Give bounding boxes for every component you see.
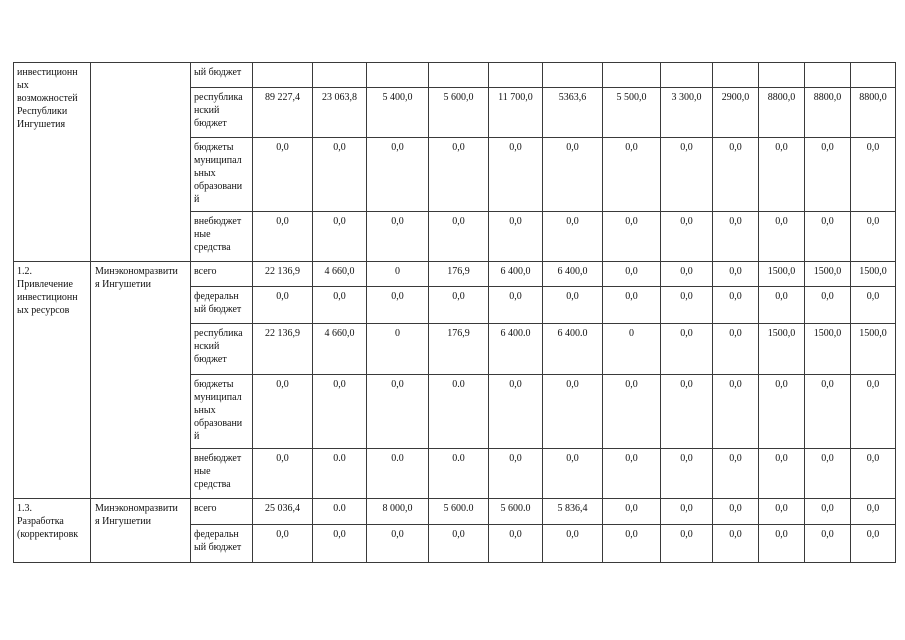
- value-cell: 8800,0: [759, 88, 805, 138]
- value-cell: 176,9: [429, 324, 489, 375]
- value-cell: 0,0: [759, 499, 805, 525]
- value-cell: [805, 63, 851, 88]
- value-cell: 0,0: [543, 449, 603, 499]
- value-cell: 0,0: [805, 499, 851, 525]
- value-cell: 0,0: [603, 138, 661, 212]
- value-cell: 0,0: [603, 525, 661, 563]
- value-cell: 0,0: [253, 449, 313, 499]
- value-cell: 0,0: [367, 212, 429, 262]
- value-cell: 0,0: [253, 287, 313, 324]
- value-cell: 0,0: [661, 138, 713, 212]
- value-cell: 23 063,8: [313, 88, 367, 138]
- item-name-cell: 1.3. Разработка (корректировк: [14, 499, 91, 563]
- responsible-cell: [91, 63, 191, 262]
- value-cell: 0,0: [429, 138, 489, 212]
- funding-source-cell: федеральн ый бюджет: [191, 287, 253, 324]
- value-cell: 0,0: [661, 499, 713, 525]
- value-cell: 0,0: [313, 375, 367, 449]
- value-cell: 0,0: [429, 525, 489, 563]
- value-cell: 0,0: [661, 262, 713, 287]
- value-cell: 8 000,0: [367, 499, 429, 525]
- value-cell: 0,0: [851, 212, 896, 262]
- value-cell: 5363,6: [543, 88, 603, 138]
- item-name-cell: 1.2. Привлечение инвестиционн ых ресурсов: [14, 262, 91, 499]
- value-cell: 0,0: [851, 138, 896, 212]
- funding-source-cell: бюджеты муниципал ьных образовани й: [191, 375, 253, 449]
- value-cell: 0,0: [489, 212, 543, 262]
- value-cell: 0,0: [313, 525, 367, 563]
- value-cell: 0.0: [313, 499, 367, 525]
- value-cell: 0,0: [805, 449, 851, 499]
- value-cell: 0,0: [543, 525, 603, 563]
- value-cell: 5 600.0: [489, 499, 543, 525]
- value-cell: [367, 63, 429, 88]
- value-cell: 0,0: [661, 449, 713, 499]
- value-cell: 0,0: [713, 449, 759, 499]
- value-cell: 0,0: [543, 138, 603, 212]
- value-cell: 0,0: [759, 138, 805, 212]
- value-cell: 0,0: [661, 525, 713, 563]
- value-cell: 0,0: [489, 287, 543, 324]
- value-cell: 8800,0: [851, 88, 896, 138]
- value-cell: 0,0: [313, 138, 367, 212]
- responsible-cell: Минэкономразвити я Ингушетии: [91, 262, 191, 499]
- budget-table: [13, 62, 896, 563]
- value-cell: 0,0: [805, 138, 851, 212]
- value-cell: 0,0: [429, 287, 489, 324]
- value-cell: 0: [367, 324, 429, 375]
- funding-source-cell: всего: [191, 499, 253, 525]
- value-cell: 0,0: [805, 375, 851, 449]
- value-cell: 0,0: [713, 525, 759, 563]
- value-cell: 0,0: [759, 212, 805, 262]
- value-cell: 0,0: [603, 449, 661, 499]
- value-cell: 0,0: [661, 287, 713, 324]
- value-cell: 25 036,4: [253, 499, 313, 525]
- value-cell: 0,0: [661, 375, 713, 449]
- value-cell: 5 500,0: [603, 88, 661, 138]
- value-cell: 0,0: [253, 525, 313, 563]
- value-cell: 0,0: [851, 499, 896, 525]
- value-cell: 1500,0: [851, 262, 896, 287]
- value-cell: 0,0: [543, 375, 603, 449]
- value-cell: 0,0: [367, 138, 429, 212]
- value-cell: 22 136,9: [253, 262, 313, 287]
- value-cell: 1500,0: [851, 324, 896, 375]
- value-cell: 0,0: [851, 525, 896, 563]
- value-cell: 0,0: [759, 287, 805, 324]
- value-cell: 0,0: [489, 138, 543, 212]
- value-cell: 0,0: [759, 375, 805, 449]
- item-name-cell: инвестиционн ых возможностей Республики Ингушетия: [14, 63, 91, 262]
- value-cell: [851, 63, 896, 88]
- responsible-cell: Минэкономразвити я Ингушетии: [91, 499, 191, 563]
- table-row: [14, 499, 896, 525]
- value-cell: 0.0: [313, 449, 367, 499]
- value-cell: 6 400.0: [543, 324, 603, 375]
- value-cell: 1500,0: [759, 324, 805, 375]
- funding-source-cell: республика нский бюджет: [191, 324, 253, 375]
- funding-source-cell: федеральн ый бюджет: [191, 525, 253, 563]
- table-row: [14, 262, 896, 287]
- value-cell: 0,0: [603, 212, 661, 262]
- value-cell: 4 660,0: [313, 262, 367, 287]
- funding-source-cell: внебюджет ные средства: [191, 449, 253, 499]
- value-cell: 0,0: [851, 449, 896, 499]
- value-cell: 22 136,9: [253, 324, 313, 375]
- value-cell: 0: [603, 324, 661, 375]
- value-cell: [313, 63, 367, 88]
- table-body: [14, 63, 896, 563]
- value-cell: 0.0: [367, 449, 429, 499]
- value-cell: 5 836,4: [543, 499, 603, 525]
- value-cell: [759, 63, 805, 88]
- value-cell: 0,0: [253, 212, 313, 262]
- value-cell: 0.0: [429, 449, 489, 499]
- value-cell: 0,0: [543, 287, 603, 324]
- value-cell: 0,0: [603, 375, 661, 449]
- value-cell: 0,0: [489, 375, 543, 449]
- value-cell: 0,0: [313, 212, 367, 262]
- value-cell: [253, 63, 313, 88]
- value-cell: [543, 63, 603, 88]
- funding-source-cell: внебюджет ные средства: [191, 212, 253, 262]
- value-cell: 2900,0: [713, 88, 759, 138]
- value-cell: 0,0: [603, 499, 661, 525]
- value-cell: [713, 63, 759, 88]
- value-cell: 6 400.0: [489, 324, 543, 375]
- value-cell: 0,0: [253, 138, 313, 212]
- value-cell: 0: [367, 262, 429, 287]
- value-cell: 0,0: [805, 525, 851, 563]
- value-cell: 0,0: [713, 499, 759, 525]
- value-cell: 0,0: [313, 287, 367, 324]
- value-cell: 176,9: [429, 262, 489, 287]
- value-cell: 0,0: [759, 525, 805, 563]
- value-cell: 0,0: [367, 525, 429, 563]
- value-cell: 0.0: [429, 375, 489, 449]
- value-cell: 3 300,0: [661, 88, 713, 138]
- value-cell: 0,0: [603, 262, 661, 287]
- value-cell: 4 660,0: [313, 324, 367, 375]
- value-cell: 0,0: [713, 212, 759, 262]
- value-cell: 0,0: [489, 525, 543, 563]
- value-cell: 0,0: [429, 212, 489, 262]
- funding-source-cell: республика нский бюджет: [191, 88, 253, 138]
- value-cell: [489, 63, 543, 88]
- table-row: [14, 63, 896, 88]
- value-cell: 0,0: [253, 375, 313, 449]
- value-cell: [661, 63, 713, 88]
- value-cell: 5 600,0: [429, 88, 489, 138]
- value-cell: 0,0: [603, 287, 661, 324]
- value-cell: 0,0: [489, 449, 543, 499]
- value-cell: 8800,0: [805, 88, 851, 138]
- value-cell: 0,0: [367, 287, 429, 324]
- funding-source-cell: всего: [191, 262, 253, 287]
- value-cell: 6 400,0: [489, 262, 543, 287]
- value-cell: 0,0: [713, 324, 759, 375]
- value-cell: [429, 63, 489, 88]
- value-cell: 5 400,0: [367, 88, 429, 138]
- value-cell: 1500,0: [805, 324, 851, 375]
- value-cell: 0,0: [851, 375, 896, 449]
- value-cell: 11 700,0: [489, 88, 543, 138]
- value-cell: 0,0: [661, 324, 713, 375]
- value-cell: 0,0: [543, 212, 603, 262]
- value-cell: 5 600.0: [429, 499, 489, 525]
- value-cell: 0,0: [713, 262, 759, 287]
- funding-source-cell: бюджеты муниципал ьных образовани й: [191, 138, 253, 212]
- value-cell: 0,0: [805, 212, 851, 262]
- value-cell: 0,0: [759, 449, 805, 499]
- value-cell: [603, 63, 661, 88]
- value-cell: 0,0: [713, 138, 759, 212]
- value-cell: 89 227,4: [253, 88, 313, 138]
- value-cell: 0,0: [367, 375, 429, 449]
- value-cell: 0,0: [805, 287, 851, 324]
- funding-source-cell: ый бюджет: [191, 63, 253, 88]
- value-cell: 0,0: [661, 212, 713, 262]
- value-cell: 0,0: [713, 375, 759, 449]
- value-cell: 0,0: [713, 287, 759, 324]
- value-cell: 1500,0: [805, 262, 851, 287]
- value-cell: 0,0: [851, 287, 896, 324]
- value-cell: 6 400,0: [543, 262, 603, 287]
- value-cell: 1500,0: [759, 262, 805, 287]
